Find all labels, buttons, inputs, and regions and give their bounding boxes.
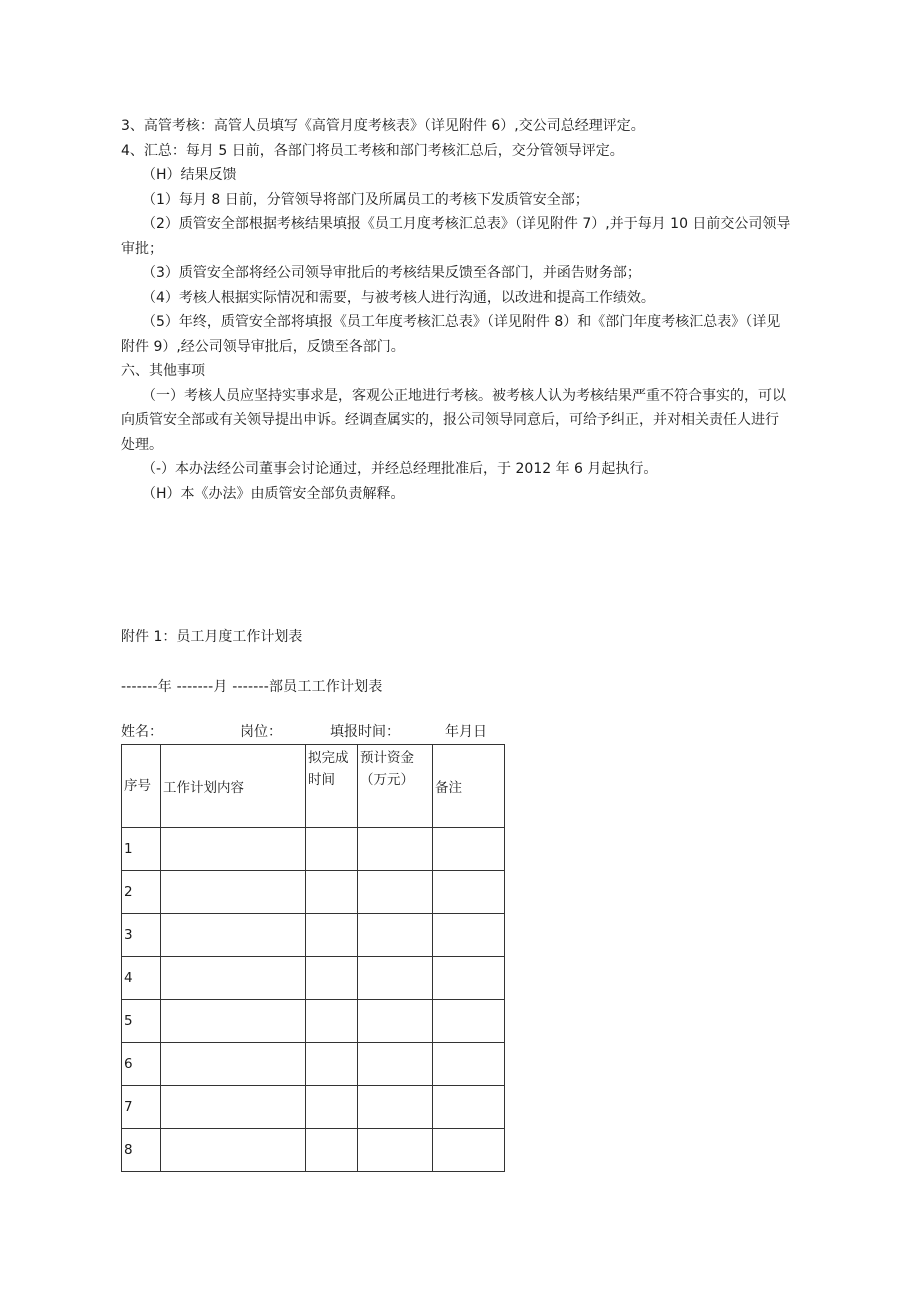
empty-cell bbox=[161, 914, 306, 957]
table-row bbox=[122, 1086, 505, 1129]
empty-cell bbox=[306, 914, 358, 957]
date-label: 年月日 bbox=[445, 724, 487, 740]
empty-cell bbox=[306, 1043, 358, 1086]
row-number: 8 bbox=[122, 1129, 161, 1172]
empty-cell bbox=[358, 1000, 433, 1043]
empty-cell bbox=[358, 871, 433, 914]
empty-cell bbox=[306, 828, 358, 871]
empty-cell bbox=[433, 871, 505, 914]
empty-cell bbox=[358, 957, 433, 1000]
table-row bbox=[122, 914, 505, 957]
attachment-label: 附件 1：员工月度工作计划表 bbox=[121, 629, 303, 645]
name-label: 姓名： bbox=[121, 724, 163, 740]
empty-cell bbox=[306, 1129, 358, 1172]
body-line-6: （3）质管安全部将经公司领导审批后的考核结果反馈至各部门，并函告财务部； bbox=[142, 265, 641, 281]
position-label: 岗位： bbox=[240, 724, 282, 740]
empty-cell bbox=[433, 957, 505, 1000]
table-row bbox=[122, 871, 505, 914]
header-content: 工作计划内容 bbox=[161, 745, 306, 828]
table-header-row bbox=[122, 745, 505, 828]
empty-cell bbox=[161, 871, 306, 914]
empty-cell bbox=[433, 1043, 505, 1086]
empty-cell bbox=[433, 1000, 505, 1043]
form-title: -------年 -------月 -------部员工工作计划表 bbox=[121, 679, 383, 695]
empty-cell bbox=[306, 1000, 358, 1043]
empty-cell bbox=[358, 1086, 433, 1129]
table-row bbox=[122, 957, 505, 1000]
fill-time-label: 填报时间： bbox=[330, 724, 400, 740]
empty-cell bbox=[161, 1043, 306, 1086]
row-number: 6 bbox=[122, 1043, 161, 1086]
empty-cell bbox=[358, 914, 433, 957]
row-number: 2 bbox=[122, 871, 161, 914]
section-heading: 六、其他事项 bbox=[121, 363, 205, 379]
empty-cell bbox=[433, 1129, 505, 1172]
header-seq: 序号 bbox=[122, 745, 161, 828]
body-line-10: （一）考核人员应坚持实事求是，客观公正地进行考核。被考核人认为考核结果严重不符合事实的，可以向质管安全部或有关领导提出申诉。经调查属实的，报公司领导同意后，可给予纠正，并对相关责任人进行处理。 bbox=[121, 387, 786, 453]
body-line-1: 3、高管考核：高管人员填写《高管月度考核表》（详见附件 6）,交公司总经理评定。 bbox=[121, 118, 645, 134]
table-row bbox=[122, 828, 505, 871]
header-remark: 备注 bbox=[433, 745, 505, 828]
row-number: 7 bbox=[122, 1086, 161, 1129]
body-text bbox=[121, 114, 791, 506]
header-time: 拟完成时间 bbox=[306, 745, 358, 828]
row-number: 1 bbox=[122, 828, 161, 871]
empty-cell bbox=[161, 1086, 306, 1129]
body-line-2: 4、汇总：每月 5 日前，各部门将员工考核和部门考核汇总后，交分管领导评定。 bbox=[121, 142, 624, 159]
body-line-7: （4）考核人根据实际情况和需要，与被考核人进行沟通，以改进和提高工作绩效。 bbox=[142, 289, 655, 306]
body-line-12: （H）本《办法》由质管安全部负责解释。 bbox=[142, 485, 405, 502]
work-plan-table bbox=[121, 744, 505, 1172]
row-number: 5 bbox=[122, 1000, 161, 1043]
body-line-8: （5）年终，质管安全部将填报《员工年度考核汇总表》（详见附件 8）和《部门年度考核汇总表》（详见附件 9）,经公司领导审批后，反馈至各部门。 bbox=[121, 314, 781, 355]
row-number: 3 bbox=[122, 914, 161, 957]
table-row bbox=[122, 1043, 505, 1086]
empty-cell bbox=[358, 1129, 433, 1172]
empty-cell bbox=[433, 828, 505, 871]
empty-cell bbox=[306, 871, 358, 914]
empty-cell bbox=[161, 1129, 306, 1172]
empty-cell bbox=[306, 1086, 358, 1129]
row-number: 4 bbox=[122, 957, 161, 1000]
empty-cell bbox=[433, 914, 505, 957]
body-line-5: （2）质管安全部根据考核结果填报《员工月度考核汇总表》（详见附件 7）,并于每月 10 日前交公司领导审批； bbox=[121, 216, 791, 257]
body-line-11: （-）本办法经公司董事会讨论通过，并经总经理批准后，于 2012 年 6 月起执行。 bbox=[142, 461, 658, 477]
empty-cell bbox=[358, 1043, 433, 1086]
table-row bbox=[122, 1000, 505, 1043]
header-funds: 预计资金（万元） bbox=[358, 745, 433, 828]
empty-cell bbox=[161, 1000, 306, 1043]
table-row bbox=[122, 1129, 505, 1172]
empty-cell bbox=[358, 828, 433, 871]
empty-cell bbox=[161, 828, 306, 871]
body-line-3: （H）结果反馈 bbox=[142, 167, 237, 183]
empty-cell bbox=[433, 1086, 505, 1129]
empty-cell bbox=[306, 957, 358, 1000]
empty-cell bbox=[161, 957, 306, 1000]
body-line-4: （1）每月 8 日前，分管领导将部门及所属员工的考核下发质管安全部； bbox=[142, 191, 589, 208]
